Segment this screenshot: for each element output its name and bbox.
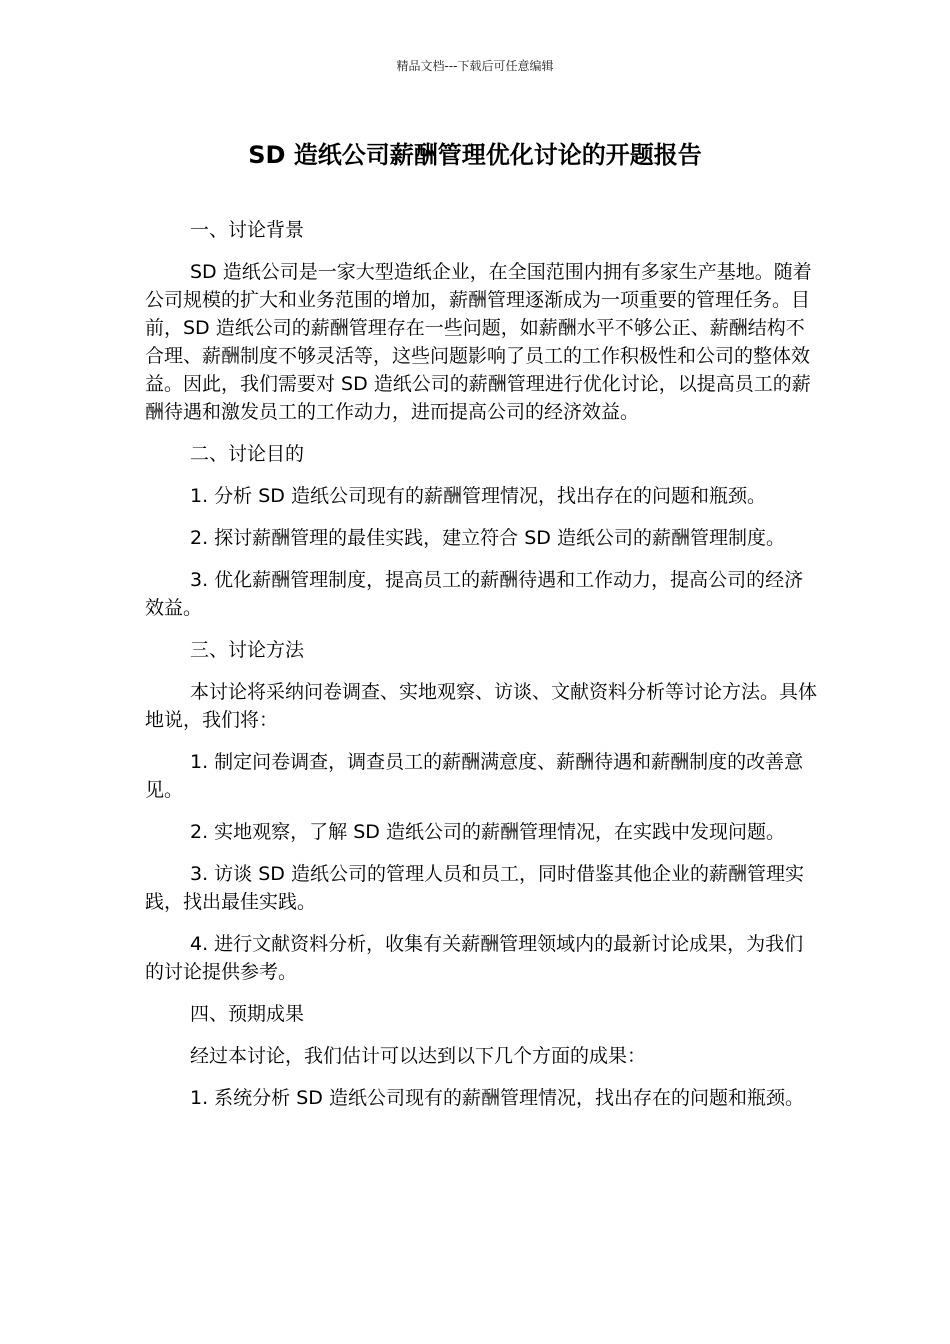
method-item-2: 2. 实地观察，了解 SD 造纸公司的薪酬管理情况，在实践中发现问题。	[190, 821, 785, 843]
paragraph-outcomes-intro: 经过本讨论，我们估计可以达到以下几个方面的成果：	[190, 1045, 647, 1067]
purpose-item-2: 2. 探讨薪酬管理的最佳实践，建立符合 SD 造纸公司的薪酬管理制度。	[190, 527, 785, 549]
document-title: SD 造纸公司薪酬管理优化讨论的开题报告	[248, 141, 702, 169]
paragraph-background: SD 造纸公司是一家大型造纸企业，在全国范围内拥有多家生产基地。随着公司规模的扩大和业务范围的增加，薪酬管理逐渐成为一项重要的管理任务。目前，SD 造纸公司的薪酬管理存在一些问题，如薪酬水平不够公正、薪酬结构不合理、薪酬制度不够灵活等，这些问题影响了员工的工作积极性和公司的整体效益。因此，我们需要对 SD 造纸公司的薪酬管理进行优化讨论，以提高员工的薪酬待遇和激发员工的工作动力，进而提高公司的经济效益。	[145, 261, 812, 423]
section-heading-method: 三、讨论方法	[190, 639, 305, 661]
method-item-3: 3. 访谈 SD 造纸公司的管理人员和员工，同时借鉴其他企业的薪酬管理实践，找出最佳实践。	[145, 863, 804, 913]
purpose-item-1: 1. 分析 SD 造纸公司现有的薪酬管理情况，找出存在的问题和瓶颈。	[190, 485, 766, 507]
document-body	[145, 216, 817, 1126]
section-heading-outcomes: 四、预期成果	[190, 1003, 305, 1025]
method-item-1: 1. 制定问卷调查，调查员工的薪酬满意度、薪酬待遇和薪酬制度的改善意见。	[145, 751, 804, 801]
outcome-item-1: 1. 系统分析 SD 造纸公司现有的薪酬管理情况，找出存在的问题和瓶颈。	[190, 1087, 804, 1109]
section-heading-purpose: 二、讨论目的	[190, 443, 305, 465]
section-heading-background: 一、讨论背景	[190, 219, 305, 241]
paragraph-method-intro: 本讨论将采纳问卷调查、实地观察、访谈、文献资料分析等讨论方法。具体地说，我们将：	[145, 681, 818, 731]
method-item-4: 4. 进行文献资料分析，收集有关薪酬管理领域内的最新讨论成果，为我们的讨论提供参考。	[145, 933, 804, 983]
page-header-note: 精品文档---下载后可任意编辑	[396, 59, 554, 73]
purpose-item-3: 3. 优化薪酬管理制度，提高员工的薪酬待遇和工作动力，提高公司的经济效益。	[145, 569, 804, 619]
